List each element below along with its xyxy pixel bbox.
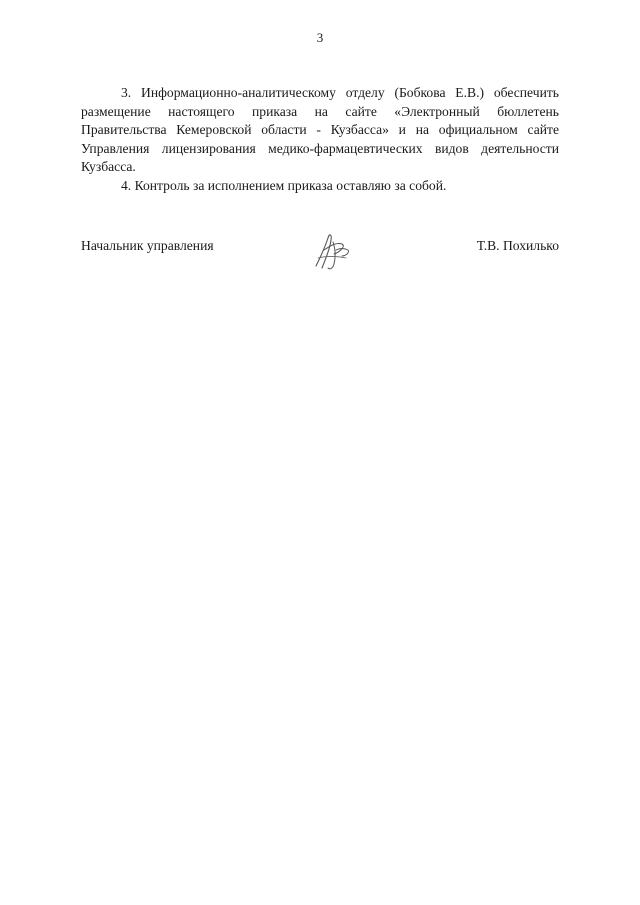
page-number: 3 [316,30,324,45]
handwritten-signature [306,228,356,272]
signatory-position: Начальник управления [81,238,214,253]
paragraph-item-4: 4. Контроль за исполнением приказа оставляю за собой. [121,177,447,193]
document-body [81,84,559,195]
signatory-name: Т.В. Похилько [476,238,559,253]
paragraph-item-3: 3. Информационно-аналитическому отделу (Бобкова Е.В.) обеспечить размещение настоящего приказа на сайте «Электронный бюллетень Правительства Кемеровской области - Кузбасса» и на официальном сайте Управления лицензирования медико-фармацевтических видов деятельности Кузбасса. [81,85,559,174]
signature-block [81,228,559,273]
